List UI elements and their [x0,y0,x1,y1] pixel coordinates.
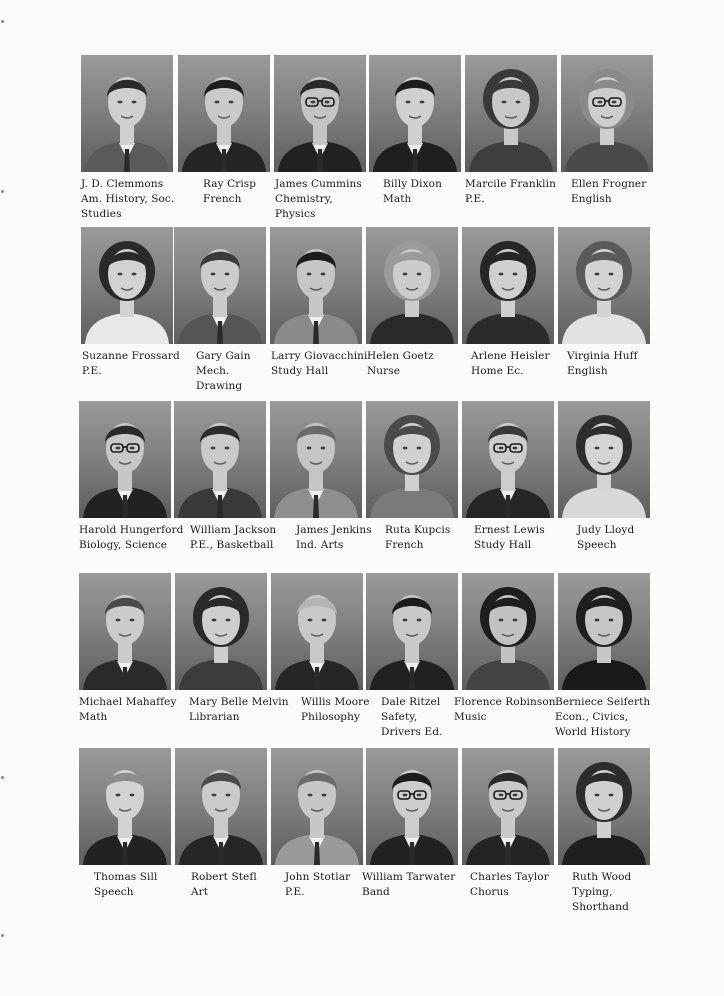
portrait-body [466,659,550,690]
faculty-name: William Tarwater [362,871,456,883]
portrait-tie [218,842,224,865]
faculty-subject: Art [191,886,209,898]
portrait-eye [226,794,231,797]
faculty-subject: English [571,193,612,205]
faculty-caption [191,870,293,900]
portrait-neck [118,643,132,663]
portrait-figure [369,55,461,172]
portrait-neck [309,471,323,491]
portrait-tie [122,667,128,690]
portrait-tie [221,149,227,172]
portrait-neck [120,125,134,145]
faculty-name: Robert Stefl [191,871,257,883]
portrait-eye [595,447,600,450]
portrait-eye [406,101,411,104]
portrait-eye [513,447,518,450]
portrait-body [370,313,454,344]
faculty-caption [577,523,679,553]
faculty-photo [270,227,362,344]
portrait-tie [409,667,415,690]
portrait-neck [214,818,228,838]
faculty-caption [367,349,469,379]
portrait-figure [366,401,458,518]
faculty-photo [178,55,270,172]
faculty-row [0,401,724,571]
faculty-name: Ernest Lewis [474,524,545,536]
faculty-subject: Music [454,711,487,723]
faculty-photo [462,573,554,690]
faculty-name: Ellen Frogner [571,178,647,190]
portrait-neck [217,125,231,145]
faculty-photo [271,748,363,865]
faculty-subject: Safety, [381,711,418,723]
faculty-subject: Shorthand [572,901,629,913]
faculty-caption [271,349,373,379]
faculty-name: James Cummins [275,178,362,190]
faculty-subject: Econ., Civics, [555,711,629,723]
portrait-tie [317,149,323,172]
faculty-caption [81,177,183,222]
portrait-tie [313,321,319,344]
faculty-name: Gary Gain [196,350,251,362]
portrait-eye [403,794,408,797]
portrait-figure [561,55,653,172]
faculty-photo [462,748,554,865]
faculty-subject: Math [79,711,108,723]
faculty-name: Charles Taylor [470,871,549,883]
portrait-figure [462,227,554,344]
portrait-tie [505,842,511,865]
portrait-eye [322,619,327,622]
portrait-eye [211,447,216,450]
faculty-subject: Studies [81,208,122,220]
faculty-photo [462,227,554,344]
faculty-photo [369,55,461,172]
portrait-body [85,313,169,344]
faculty-subject: French [203,193,242,205]
faculty-name: Ruth Wood [572,871,632,883]
portrait-eye [132,273,137,276]
faculty-subject: Chorus [470,886,509,898]
faculty-photo [274,55,366,172]
portrait-neck [309,297,323,317]
portrait-figure [366,227,458,344]
portrait-body [469,141,553,172]
portrait-figure [462,401,554,518]
faculty-name: Thomas Sill [94,871,158,883]
portrait-neck [405,643,419,663]
faculty-name: Virginia Huff [567,350,638,362]
portrait-eye [499,619,504,622]
faculty-caption [470,870,572,900]
portrait-body [466,313,550,344]
portrait-eye [116,619,121,622]
portrait-figure [79,748,171,865]
faculty-name: William Jackson [190,524,277,536]
faculty-subject: World History [555,726,631,738]
portrait-eye [130,619,135,622]
faculty-caption [189,695,291,725]
portrait-tie [217,495,223,518]
portrait-eye [325,101,330,104]
portrait-neck [310,818,324,838]
faculty-caption [571,177,673,207]
faculty-photo [79,748,171,865]
portrait-neck [313,125,327,145]
faculty-subject: P.E. [465,193,485,205]
portrait-eye [609,273,614,276]
portrait-eye [212,619,217,622]
faculty-name: Larry Giovacchini [271,350,368,362]
faculty-caption [296,523,398,553]
portrait-figure [175,748,267,865]
faculty-caption [94,870,196,900]
page-edge-mark [1,190,4,193]
faculty-subject: Math [383,193,412,205]
faculty-name: Arlene Heisler [471,350,550,362]
faculty-name: J. D. Clemmons [81,178,164,190]
faculty-name: Helen Goetz [367,350,434,362]
faculty-name: Ruta Kupcis [385,524,451,536]
faculty-name: Michael Mahaffey [79,696,177,708]
faculty-subject: French [385,539,424,551]
faculty-photo [271,573,363,690]
faculty-caption [362,870,464,900]
portrait-eye [130,447,135,450]
portrait-eye [499,794,504,797]
portrait-eye [612,101,617,104]
portrait-tie [124,149,130,172]
portrait-eye [499,447,504,450]
portrait-figure [270,401,362,518]
faculty-subject: Drivers Ed. [381,726,443,738]
portrait-eye [211,273,216,276]
page-edge-mark [1,934,4,937]
portrait-neck [118,818,132,838]
portrait-body [562,659,646,690]
faculty-photo [174,227,266,344]
faculty-name: Ray Crisp [203,178,257,190]
portrait-body [179,659,263,690]
faculty-subject: Study Hall [474,539,532,551]
faculty-photo [465,55,557,172]
portrait-neck [501,471,515,491]
faculty-name: Dale Ritzel [381,696,441,708]
portrait-eye [403,273,408,276]
faculty-caption [190,523,292,553]
faculty-row [0,748,724,918]
faculty-subject: Chemistry, [275,193,333,205]
faculty-photo [366,227,458,344]
portrait-tie [314,842,320,865]
portrait-neck [310,643,324,663]
faculty-caption [465,177,567,207]
faculty-caption [385,523,487,553]
portrait-tie [122,495,128,518]
faculty-subject: Ind. Arts [296,539,344,551]
portrait-eye [595,794,600,797]
portrait-body [562,487,646,518]
portrait-eye [132,101,137,104]
faculty-photo [561,55,653,172]
faculty-name: Florence Robinson [454,696,556,708]
portrait-eye [598,101,603,104]
portrait-figure [81,55,173,172]
portrait-figure [558,573,650,690]
faculty-name: Mary Belle Melvin [189,696,289,708]
faculty-row [0,573,724,743]
faculty-name: James Jenkins [296,524,372,536]
portrait-eye [307,447,312,450]
faculty-subject: Study Hall [271,365,329,377]
faculty-caption [572,870,674,915]
portrait-eye [609,619,614,622]
portrait-body [565,141,649,172]
portrait-tie [314,667,320,690]
portrait-figure [558,227,650,344]
faculty-photo [558,227,650,344]
portrait-figure [558,748,650,865]
portrait-eye [321,273,326,276]
faculty-photo [366,748,458,865]
faculty-subject: Biology, Science [79,539,168,551]
faculty-photo [81,55,173,172]
faculty-caption [471,349,573,379]
faculty-photo [79,401,171,518]
portrait-tie [313,495,319,518]
portrait-tie [409,842,415,865]
faculty-caption [454,695,556,725]
portrait-eye [417,273,422,276]
portrait-neck [405,818,419,838]
faculty-subject: Typing, [572,886,613,898]
portrait-eye [116,447,121,450]
faculty-name: Harold Hungerford [79,524,184,536]
portrait-eye [417,447,422,450]
portrait-neck [213,471,227,491]
portrait-eye [417,619,422,622]
portrait-figure [366,748,458,865]
portrait-neck [408,125,422,145]
faculty-caption [275,177,377,222]
faculty-name: Willis Moore [301,696,370,708]
portrait-tie [122,842,128,865]
portrait-eye [307,273,312,276]
faculty-subject: Band [362,886,390,898]
portrait-eye [118,273,123,276]
portrait-figure [271,573,363,690]
portrait-eye [403,447,408,450]
portrait-figure [175,573,267,690]
faculty-photo [558,401,650,518]
faculty-name: Berniece Seiferth [555,696,651,708]
portrait-figure [270,227,362,344]
portrait-figure [274,55,366,172]
faculty-subject: Home Ec. [471,365,524,377]
faculty-photo [81,227,173,344]
portrait-tie [217,321,223,344]
faculty-name: Suzanne Frossard [82,350,180,362]
faculty-subject: Nurse [367,365,401,377]
portrait-figure [79,401,171,518]
portrait-figure [558,401,650,518]
portrait-eye [308,619,313,622]
faculty-name: John Stotlar [285,871,351,883]
faculty-row [0,227,724,397]
portrait-tie [412,149,418,172]
portrait-eye [225,273,230,276]
portrait-eye [225,447,230,450]
portrait-eye [595,273,600,276]
portrait-figure [174,401,266,518]
faculty-photo [175,573,267,690]
portrait-eye [118,101,123,104]
portrait-figure [79,573,171,690]
portrait-eye [595,619,600,622]
portrait-eye [212,794,217,797]
faculty-photo [79,573,171,690]
portrait-neck [118,471,132,491]
faculty-subject: P.E. [285,886,305,898]
portrait-figure [465,55,557,172]
portrait-tie [505,495,511,518]
portrait-eye [417,794,422,797]
portrait-eye [420,101,425,104]
portrait-figure [462,573,554,690]
faculty-subject: Mech. [196,365,230,377]
portrait-neck [213,297,227,317]
portrait-figure [271,748,363,865]
faculty-caption [79,523,184,553]
faculty-subject: P.E., Basketball [190,539,274,551]
faculty-row [0,55,724,225]
portrait-eye [322,794,327,797]
page-edge-mark [1,20,4,23]
portrait-eye [516,101,521,104]
faculty-subject: Physics [275,208,316,220]
portrait-eye [513,619,518,622]
faculty-name: Marcile Franklin [465,178,556,190]
page-edge-mark [1,776,4,779]
portrait-neck [501,818,515,838]
portrait-eye [311,101,316,104]
faculty-caption [82,349,184,379]
faculty-photo [270,401,362,518]
faculty-caption [567,349,669,379]
portrait-body [370,487,454,518]
portrait-eye [502,101,507,104]
portrait-eye [130,794,135,797]
portrait-eye [116,794,121,797]
portrait-eye [226,619,231,622]
faculty-subject: Speech [577,539,617,551]
portrait-eye [321,447,326,450]
faculty-name: Judy Lloyd [577,524,635,536]
faculty-photo [558,748,650,865]
faculty-subject: Drawing [196,380,243,392]
faculty-subject: P.E. [82,365,102,377]
portrait-figure [174,227,266,344]
portrait-figure [81,227,173,344]
faculty-photo [462,401,554,518]
portrait-eye [513,273,518,276]
portrait-eye [609,794,614,797]
faculty-photo [558,573,650,690]
portrait-figure [366,573,458,690]
faculty-subject: Librarian [189,711,240,723]
portrait-eye [308,794,313,797]
faculty-subject: English [567,365,608,377]
faculty-photo [175,748,267,865]
portrait-eye [499,273,504,276]
faculty-name: Billy Dixon [383,178,442,190]
faculty-photo [174,401,266,518]
portrait-eye [609,447,614,450]
faculty-photo [366,573,458,690]
faculty-subject: Speech [94,886,134,898]
faculty-caption [555,695,657,740]
portrait-figure [178,55,270,172]
portrait-eye [513,794,518,797]
portrait-body [562,834,646,865]
portrait-figure [462,748,554,865]
faculty-photo [366,401,458,518]
faculty-subject: Philosophy [301,711,360,723]
portrait-eye [403,619,408,622]
faculty-caption [474,523,576,553]
portrait-body [562,313,646,344]
portrait-eye [215,101,220,104]
portrait-eye [229,101,234,104]
faculty-subject: Am. History, Soc. [81,193,175,205]
faculty-caption [79,695,181,725]
